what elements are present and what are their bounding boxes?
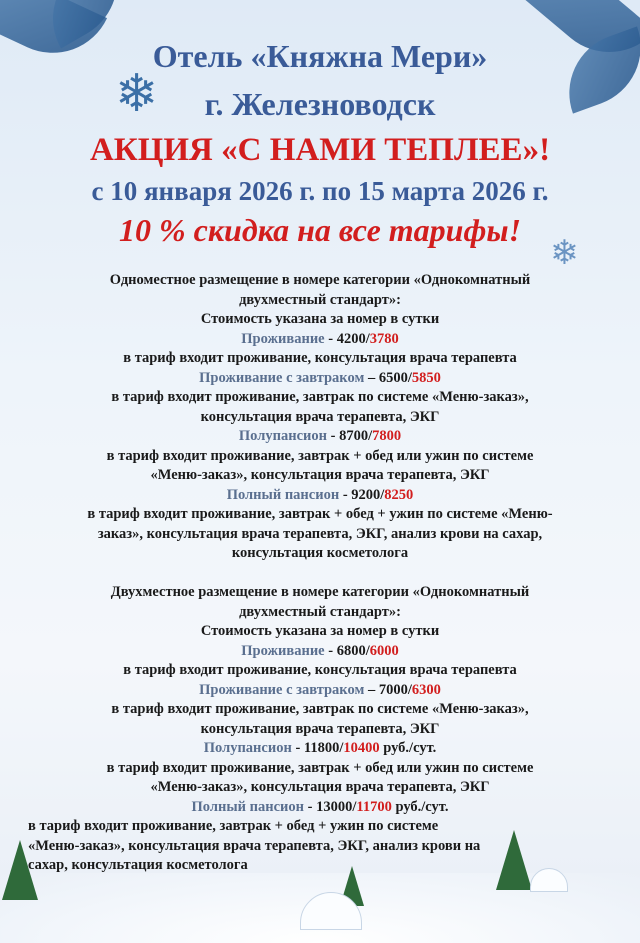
old-price: - 6800/ — [324, 642, 370, 659]
old-price: - 4200/ — [324, 330, 370, 347]
tariff-desc: в тариф входит проживание, консультация врача терапевта — [123, 350, 517, 366]
tariff-line — [20, 427, 620, 447]
tariff-label: Проживание с завтраком — [199, 369, 365, 386]
price-unit: руб./сут. — [391, 798, 449, 815]
tariff-desc: консультация врача терапевта, ЭКГ — [200, 720, 440, 737]
tariff-desc: в тариф входит проживание, завтрак + обед + ужин по системе «Меню- — [87, 506, 553, 522]
tariff-label: Полупансион — [203, 740, 292, 756]
tariff-label: Полупансион — [238, 428, 327, 444]
tariff-label: Проживание — [241, 330, 325, 347]
old-price: - 11800/ — [291, 740, 344, 756]
promo-title: АКЦИЯ «С НАМИ ТЕПЛЕЕ»! — [89, 132, 551, 168]
old-price: - 9200/ — [339, 486, 385, 503]
tariff-line — [20, 798, 620, 818]
tariff-desc: консультация врача терапевта, ЭКГ — [200, 408, 440, 425]
tariff-desc: сахар, консультация косметолога — [28, 857, 248, 873]
tariff-desc: «Меню-заказ», консультация врача терапевта, ЭКГ — [150, 467, 490, 483]
tariff-desc: в тариф входит проживание, консультация врача терапевта — [123, 662, 517, 678]
tariff-line — [20, 681, 620, 701]
tariff-line — [20, 369, 620, 389]
tariff-line — [20, 739, 620, 759]
old-price: – 7000/ — [364, 681, 412, 698]
new-price: 6300 — [411, 681, 441, 698]
tariff-label: Проживание — [241, 642, 325, 659]
promo-dates: с 10 января 2026 г. по 15 марта 2026 г. — [91, 176, 549, 206]
new-price: 10400 — [343, 740, 380, 756]
tariff-line — [20, 642, 620, 662]
tariff-desc: консультация косметолога — [231, 545, 409, 561]
tariff-desc: в тариф входит проживание, завтрак + обед или ужин по системе — [106, 759, 534, 776]
old-price: - 13000/ — [304, 798, 357, 815]
tariff-desc: «Меню-заказ», консультация врача терапевта, ЭКГ, анализ крови на — [28, 837, 481, 854]
new-price: 8250 — [384, 486, 414, 503]
price-note: Стоимость указана за номер в сутки — [200, 623, 440, 639]
double-intro: Двухместное размещение в номере категории «Однокомнатный — [110, 584, 530, 600]
tariff-desc: в тариф входит проживание, завтрак + обед + ужин по системе — [28, 818, 439, 834]
price-note: Стоимость указана за номер в сутки — [200, 311, 440, 327]
old-price: – 6500/ — [364, 369, 412, 386]
tariff-desc: заказ», консультация врача терапевта, ЭКГ, анализ крови на сахар, — [97, 525, 543, 542]
snowflake-icon: ❄ — [115, 64, 159, 124]
single-intro: двухместный стандарт»: — [239, 291, 401, 308]
tariff-desc: в тариф входит проживание, завтрак по системе «Меню-заказ», — [111, 389, 529, 405]
snowflake-icon: ❄ — [550, 233, 579, 273]
tariff-line — [20, 330, 620, 350]
tariff-body — [20, 271, 620, 876]
single-intro: Одноместное размещение в номере категории «Однокомнатный — [109, 272, 531, 288]
new-price: 5850 — [411, 369, 441, 386]
new-price: 6000 — [369, 642, 399, 659]
new-price: 11700 — [356, 798, 392, 815]
double-intro: двухместный стандарт»: — [239, 603, 401, 620]
tariff-line — [20, 486, 620, 506]
price-unit: руб./сут. — [379, 740, 437, 756]
tariff-desc: «Меню-заказ», консультация врача терапевта, ЭКГ — [150, 779, 490, 795]
city-title: г. Железноводск — [204, 86, 436, 122]
discount-banner: 10 % скидка на все тарифы! — [118, 212, 522, 248]
hotel-title: Отель «Княжна Мери» — [152, 38, 488, 74]
tariff-label: Полный пансион — [226, 486, 340, 503]
new-price: 7800 — [372, 428, 402, 444]
tariff-label: Проживание с завтраком — [199, 681, 365, 698]
tariff-desc: в тариф входит проживание, завтрак + обед или ужин по системе — [106, 447, 534, 464]
new-price: 3780 — [369, 330, 399, 347]
tariff-label: Полный пансион — [191, 798, 305, 815]
tariff-desc: в тариф входит проживание, завтрак по системе «Меню-заказ», — [111, 701, 529, 717]
old-price: - 8700/ — [326, 428, 373, 444]
